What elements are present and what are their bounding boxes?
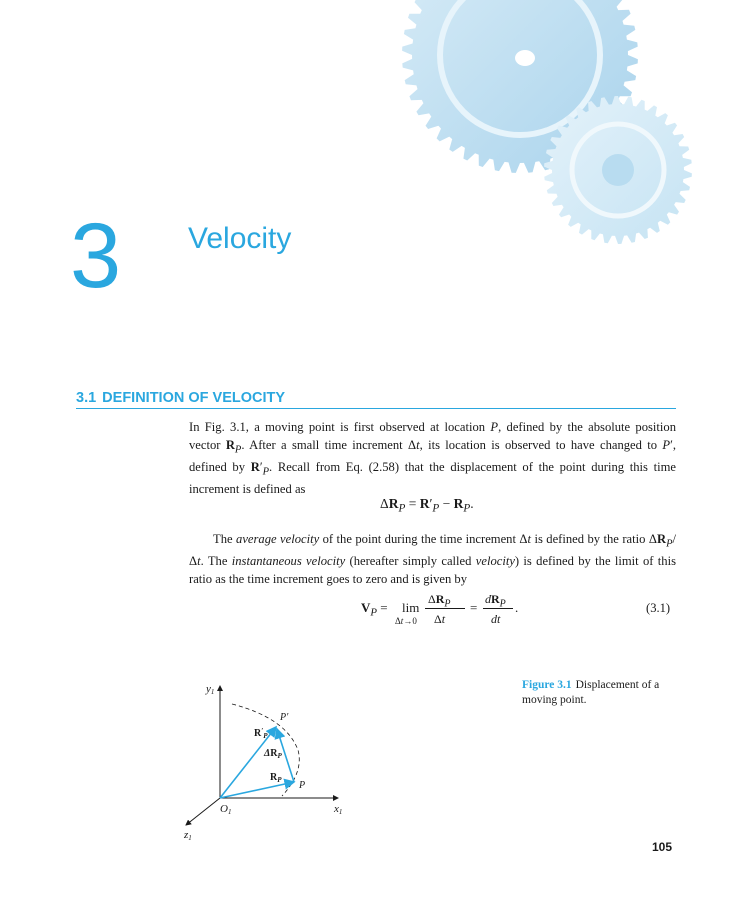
figure-label: Figure 3.1 <box>522 679 572 691</box>
y1-label: y1 <box>206 683 215 696</box>
eq-lim: lim <box>402 600 420 615</box>
eq-fraction2-bar <box>483 608 513 609</box>
page-number: 105 <box>652 840 673 854</box>
point-p-prime-label: P′ <box>280 712 289 723</box>
paragraph-displacement: In Fig. 3.1, a moving point is first observed at location P, defined by the absolute position vector $R_P$. After a small time increment Δt, its location is observed to have changed to P′, defined by $R'_P$. Recall from Eq. (2.58) that the displacement of the point during this time increment is defined as <box>189 420 677 496</box>
chapter-title: Velocity <box>188 222 292 255</box>
point-p-label: P <box>299 780 306 791</box>
eq-fraction1-bar <box>425 608 465 609</box>
eq-fraction2-numerator: $dR_P$ <box>485 592 506 610</box>
eq-fraction2-denominator: dt <box>491 612 501 626</box>
r-p-prime-label: $R'_P$ <box>254 727 268 740</box>
figure-caption <box>522 678 682 708</box>
eq-equals: = <box>470 600 478 615</box>
section-title: DEFINITION OF VELOCITY <box>102 390 286 406</box>
section-heading <box>76 390 676 409</box>
figure-3-1-diagram <box>160 672 360 847</box>
equation-velocity <box>361 592 521 628</box>
paragraph-velocity: The average velocity of the point during the time increment Δt is defined by the ratio $\Delta R_P/\Delta t$. The instantaneous velocity (hereafter simply called velocity) is defined by the limit of this ratio as the time increment goes to zero and is given by <box>189 532 676 586</box>
chapter-number: 3 <box>70 205 122 307</box>
section-number: 3.1 <box>76 390 97 406</box>
delta-r-p-label: $\Delta R_P$ <box>264 748 282 760</box>
eq-fraction1-numerator: $\Delta R_P$ <box>428 592 451 610</box>
equation-number: (3.1) <box>646 601 671 615</box>
eq-fraction1-denominator: Δt <box>434 612 446 626</box>
x1-label: x1 <box>334 803 343 816</box>
eq-lhs: $V_P$ = <box>361 600 388 619</box>
equation-displacement: $\Delta R_P = R'_P - R_P$. <box>380 496 474 515</box>
origin-label: O1 <box>220 803 232 816</box>
z1-label: z1 <box>184 829 192 842</box>
eq-period: . <box>515 600 519 615</box>
z-axis <box>186 798 220 825</box>
eq-lim-subscript: Δt→0 <box>395 616 417 626</box>
r-p-label: $R_P$ <box>270 772 282 784</box>
figure-caption-text: Displacement of a moving point. <box>522 679 660 706</box>
